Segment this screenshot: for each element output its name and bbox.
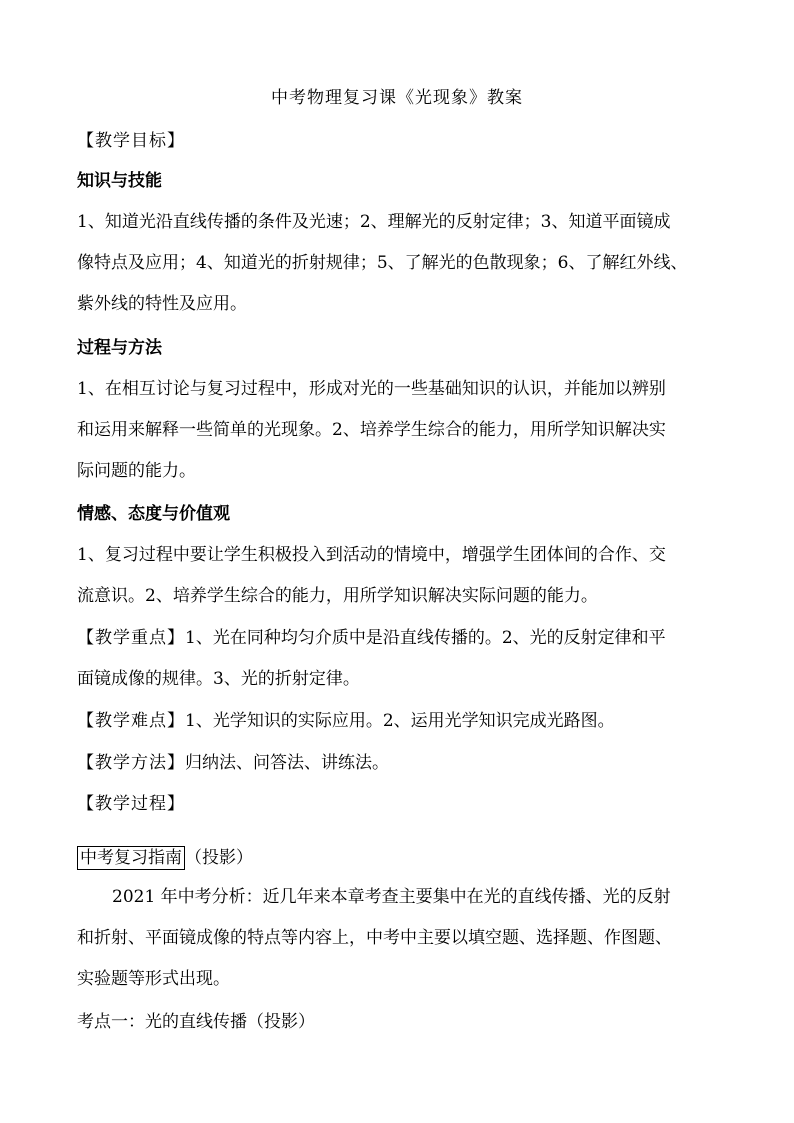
document-title: 中考物理复习课《光现象》教案 (271, 88, 523, 108)
process-heading: 过程与方法 (77, 338, 162, 358)
knowledge-line-3: 紫外线的特性及应用。 (77, 294, 247, 314)
knowledge-heading: 知识与技能 (77, 171, 162, 191)
key-points-text: 1、光在同种均匀介质中是沿直线传播的。2、光的反射定律和平 (185, 628, 666, 648)
guide-suffix: （投影） (185, 848, 253, 868)
difficulties-text: 1、光学知识的实际应用。2、运用光学知识完成光路图。 (185, 711, 615, 731)
guide-boxed-label: 中考复习指南 (77, 846, 185, 870)
key-points-line-1 (77, 628, 666, 648)
analysis-line-1: 2021 年中考分析：近几年来本章考查主要集中在光的直线传播、光的反射 (112, 887, 671, 907)
process-line-1: 1、在相互讨论与复习过程中，形成对光的一些基础知识的认识，并能加以辨别 (77, 379, 666, 399)
guide-line (77, 846, 253, 870)
knowledge-line-1: 1、知道光沿直线传播的条件及光速；2、理解光的反射定律；3、知道平面镜成 (77, 212, 671, 232)
difficulties-label: 【教学难点】 (77, 711, 185, 731)
difficulties-line (77, 711, 615, 731)
process-line-2: 和运用来解释一些简单的光现象。2、培养学生综合的能力，用所学知识解决实 (77, 420, 666, 440)
analysis-line-3: 实验题等形式出现。 (77, 969, 230, 989)
emotion-line-1: 1、复习过程中要让学生积极投入到活动的情境中，增强学生团体间的合作、交 (77, 545, 666, 565)
analysis-line-2: 和折射、平面镜成像的特点等内容上，中考中主要以填空题、选择题、作图题、 (77, 928, 672, 948)
methods-line (77, 753, 389, 773)
knowledge-line-2: 像特点及应用；4、知道光的折射规律；5、了解光的色散现象；6、了解红外线、 (77, 253, 688, 273)
process-label: 【教学过程】 (77, 794, 185, 814)
exam-point-heading: 考点一：光的直线传播（投影） (77, 1012, 315, 1032)
objectives-label: 【教学目标】 (77, 131, 185, 151)
methods-text: 归纳法、问答法、讲练法。 (185, 753, 389, 773)
process-line-3: 际问题的能力。 (77, 461, 196, 481)
key-points-line-2: 面镜成像的规律。3、光的折射定律。 (77, 669, 360, 689)
emotion-line-2: 流意识。2、培养学生综合的能力，用所学知识解决实际问题的能力。 (77, 586, 598, 606)
methods-label: 【教学方法】 (77, 753, 185, 773)
emotion-heading: 情感、态度与价值观 (77, 504, 230, 524)
key-points-label: 【教学重点】 (77, 628, 185, 648)
